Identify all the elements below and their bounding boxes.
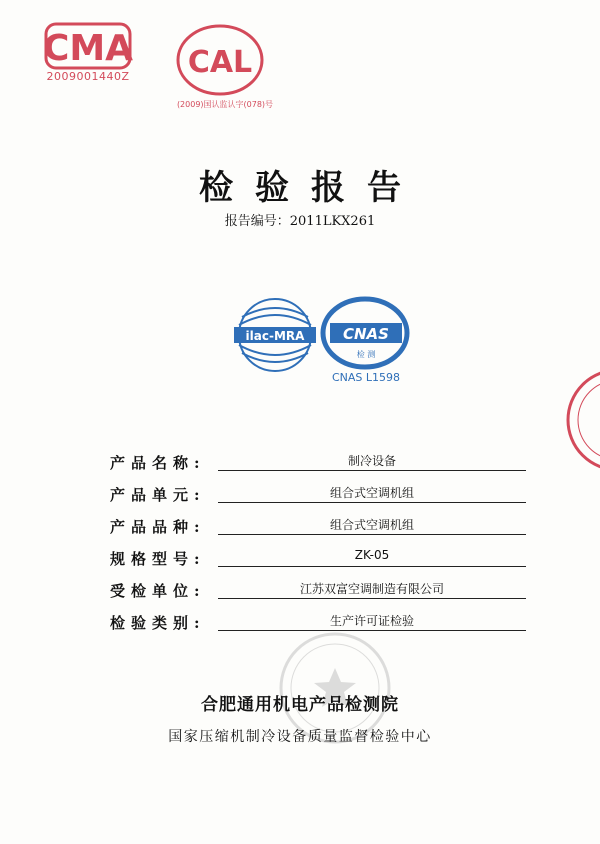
field-label: 检验类别: [110,614,206,632]
field-label: 受检单位: [110,582,206,600]
field-value: 组合式空调机组 [329,486,414,500]
cma-code: 2009001440Z [46,70,130,83]
field-value: 组合式空调机组 [329,518,414,532]
field-row-inspected-company [110,576,540,605]
svg-text:CMA: CMA [42,28,134,69]
svg-text:CNAS L1598: CNAS L1598 [331,371,401,384]
field-label: 产品品种: [110,518,206,536]
svg-text:CNAS: CNAS [343,325,389,343]
cal-logo [172,22,268,98]
field-row-inspection-type [110,608,540,637]
field-label: 产品单元: [110,486,206,504]
document-title: 检验报告 [199,168,423,208]
field-value: 江苏双富空调制造有限公司 [299,582,444,596]
underline [218,470,526,471]
underline [218,566,526,567]
center-name: 国家压缩机制冷设备质量监督检验中心 [168,729,432,745]
underline [218,598,526,599]
underline [218,502,526,503]
field-label: 规格型号: [110,550,206,568]
product-info-table [110,448,540,640]
edge-seal-stamp [560,365,600,475]
cnas-logo [318,295,413,385]
field-row-model [110,544,540,573]
field-value: 生产许可证检验 [329,614,414,628]
cal-code: (2009)国认监认字(078)号 [176,100,274,109]
field-row-product-name [110,448,540,477]
svg-text:检 测: 检 测 [356,350,376,359]
field-value: 制冷设备 [347,454,396,468]
field-value: ZK-05 [354,548,390,562]
field-row-product-variety [110,512,540,541]
field-row-product-unit [110,480,540,509]
report-number: 报告编号：2011LKX261 [224,214,376,229]
field-label: 产品名称: [110,454,206,472]
ilac-mra-logo [228,295,323,375]
underline [218,630,526,631]
underline [218,534,526,535]
svg-text:ilac-MRA: ilac-MRA [245,329,305,343]
institute-name: 合肥通用机电产品检测院 [201,695,399,715]
svg-text:CAL: CAL [187,45,253,80]
